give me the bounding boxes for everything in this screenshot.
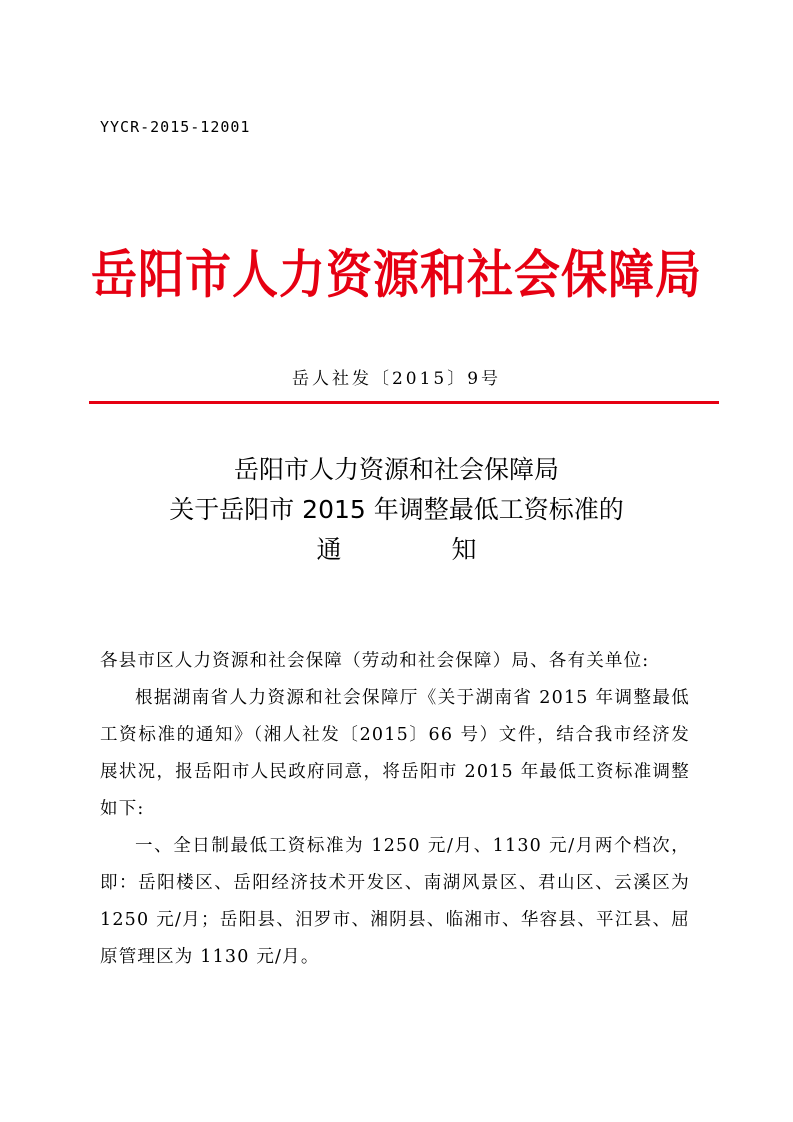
title-line-3 — [0, 530, 793, 570]
paragraph-item-1: 一、全日制最低工资标准为 1250 元/月、1130 元/月两个档次，即：岳阳楼区、岳阳经济技术开发区、南湖风景区、君山区、云溪区为 1250 元/月；岳阳县、汨罗市、湘阴县、临湘市、华容县、平江县、屈原管理区为 1130 元/月。 — [100, 836, 690, 967]
notice-title — [0, 450, 793, 570]
salutation: 各县市区人力资源和社会保障（劳动和社会保障）局、各有关单位: — [100, 651, 650, 671]
title-line-1: 岳阳市人力资源和社会保障局 — [233, 455, 559, 484]
red-divider — [89, 401, 719, 404]
title-word-tong: 通 — [316, 535, 342, 564]
document-body — [100, 643, 690, 976]
agency-title: 岳阳市人力资源和社会保障局 — [91, 244, 702, 305]
document-number: 岳人社发〔2015〕9号 — [291, 369, 502, 389]
title-line-2: 关于岳阳市 2015 年调整最低工资标准的 — [169, 495, 624, 524]
paragraph-basis: 根据湖南省人力资源和社会保障厅《关于湖南省 2015 年调整最低工资标准的通知》（湘人社发〔2015〕66 号）文件，结合我市经济发展状况，报岳阳市人民政府同意，将岳阳市 2015 年最低工资标准调整如下: — [100, 688, 690, 819]
title-word-zhi: 知 — [451, 535, 477, 564]
document-code: YYCR-2015-12001 — [100, 118, 251, 136]
